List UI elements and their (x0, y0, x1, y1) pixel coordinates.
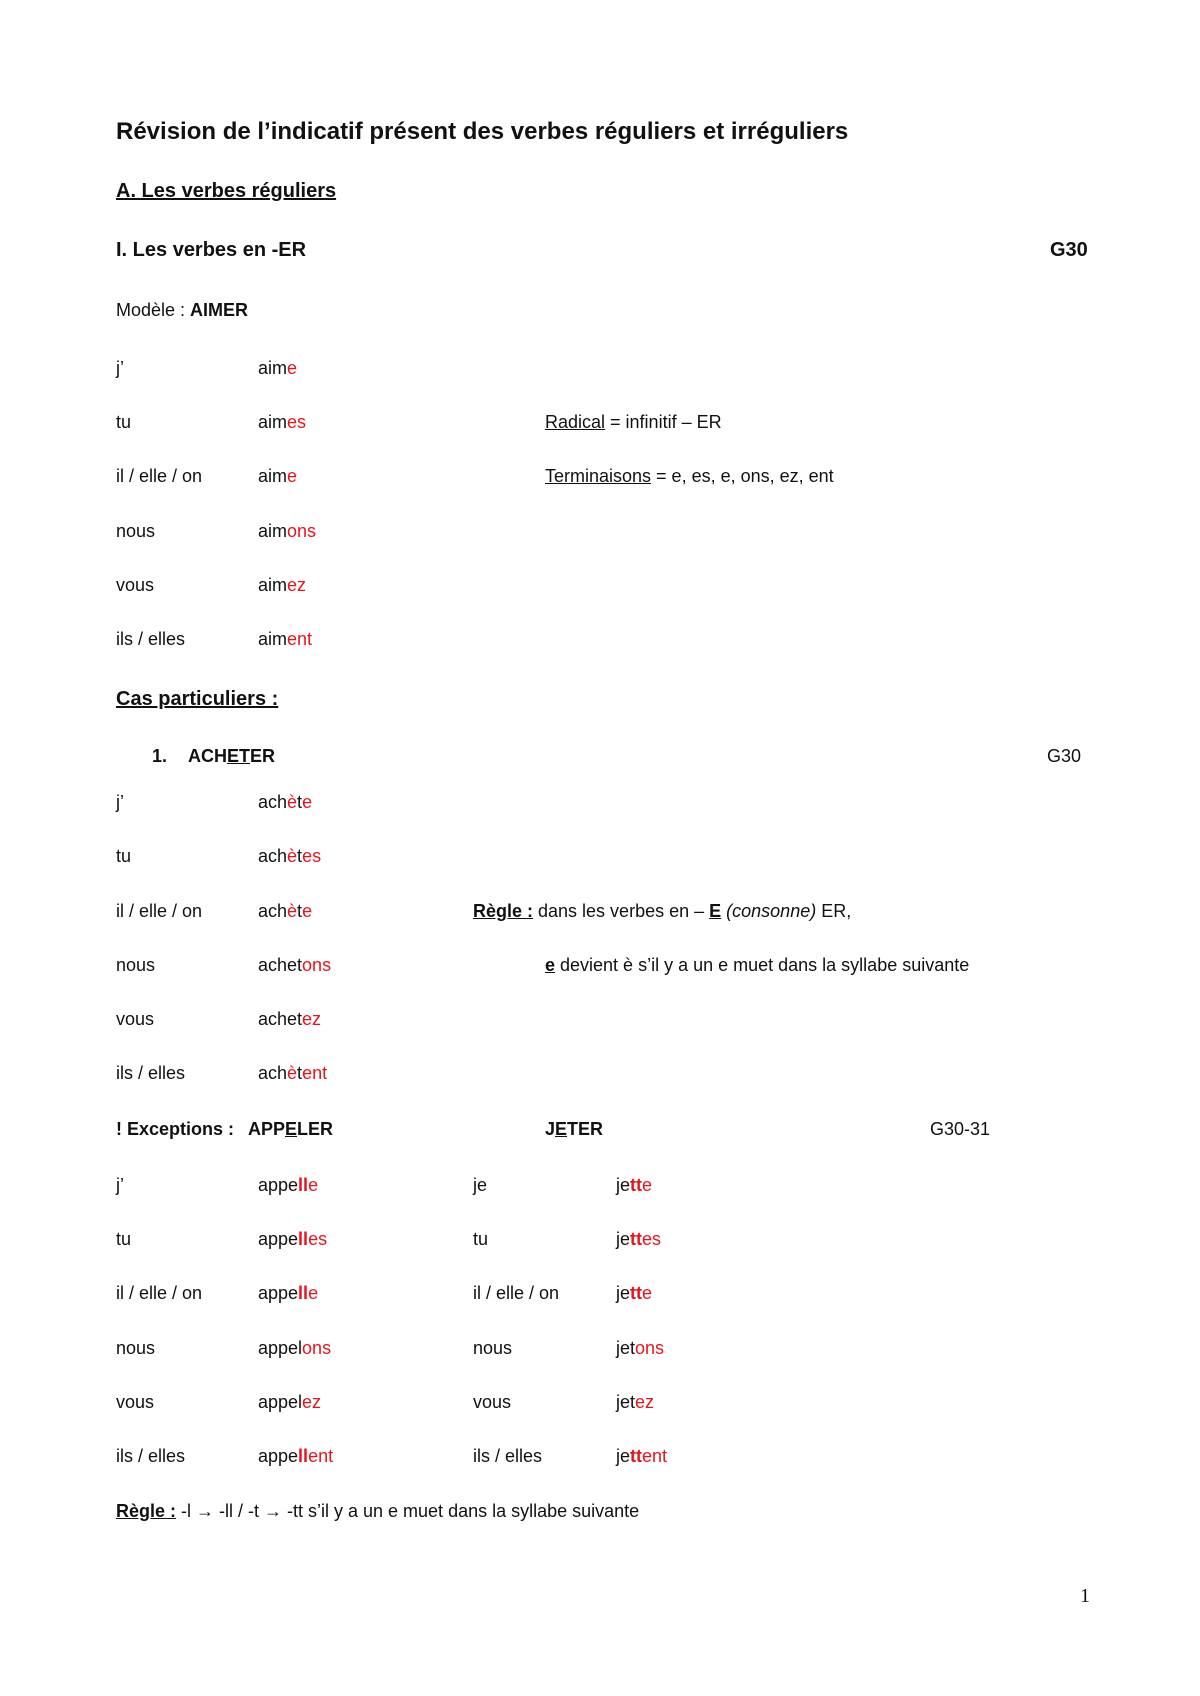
pronoun: il / elle / on (116, 466, 203, 486)
pronoun: il / elle / on (473, 1283, 560, 1303)
pronoun: nous (116, 521, 156, 541)
verb-form: achetons (258, 955, 332, 975)
regle-exceptions: Règle : -l → -ll / -t → -tt s’il y a un e muet dans la syllabe suivante (116, 1501, 640, 1521)
pronoun: ils / elles (116, 629, 186, 649)
section-i-heading: I. Les verbes en -ER (116, 239, 307, 261)
pronoun: ils / elles (473, 1446, 543, 1466)
verb-form: achètent (258, 1063, 328, 1083)
pronoun: il / elle / on (116, 1283, 203, 1303)
pronoun: tu (473, 1229, 489, 1249)
section-i-ref: G30 (1050, 239, 1088, 261)
verb-form: jettent (616, 1446, 668, 1466)
verb-form: jette (616, 1175, 653, 1195)
pronoun: j’ (116, 1175, 124, 1195)
pronoun: vous (116, 1009, 155, 1029)
pronoun: ils / elles (116, 1063, 186, 1083)
pronoun: vous (116, 1392, 155, 1412)
radical-note: Radical = infinitif – ER (545, 412, 722, 432)
pronoun: ils / elles (116, 1446, 186, 1466)
verb-form: aimez (258, 575, 307, 595)
pronoun: nous (116, 1338, 156, 1358)
verb-form: achète (258, 792, 313, 812)
verb-form: appelons (258, 1338, 332, 1358)
pronoun: j’ (116, 792, 124, 812)
pronoun: vous (473, 1392, 512, 1412)
pronoun: nous (473, 1338, 513, 1358)
pronoun: tu (116, 1229, 132, 1249)
exceptions-ref: G30-31 (930, 1119, 991, 1139)
verb-form: achètes (258, 846, 322, 866)
modele-line (116, 300, 248, 321)
verb-form: aime (258, 466, 298, 486)
acheter-number: 1. (152, 746, 168, 766)
pronoun: j’ (116, 358, 124, 378)
verb-form: appelez (258, 1392, 322, 1412)
regle-acheter: Règle : dans les verbes en – E (consonne) ER, (473, 901, 852, 921)
pronoun: je (473, 1175, 488, 1195)
page-title: Révision de l’indicatif présent des verbes réguliers et irréguliers (116, 118, 849, 145)
verb-form: jettes (616, 1229, 662, 1249)
verb-form: aimons (258, 521, 317, 541)
pronoun: tu (116, 846, 132, 866)
verb-form: jetez (616, 1392, 655, 1412)
verb-form: appelle (258, 1175, 319, 1195)
modele-verb: AIMER (190, 300, 249, 320)
acheter-heading: ACHETER (188, 746, 276, 766)
exception-verb-jeter: JETER (545, 1119, 604, 1139)
terminaisons-note: Terminaisons = e, es, e, ons, ez, ent (545, 466, 834, 486)
verb-form: appellent (258, 1446, 334, 1466)
verb-form: appelles (258, 1229, 328, 1249)
cas-particuliers-heading: Cas particuliers : (116, 688, 279, 710)
verb-form: aimes (258, 412, 307, 432)
regle-acheter-line2: e devient è s’il y a un e muet dans la syllabe suivante (545, 955, 970, 975)
pronoun: nous (116, 955, 156, 975)
acheter-ref: G30 (1047, 746, 1082, 766)
pronoun: tu (116, 412, 132, 432)
verb-form: achetez (258, 1009, 322, 1029)
exceptions-label: ! Exceptions : (116, 1119, 235, 1139)
verb-form: achète (258, 901, 313, 921)
section-a-heading: A. Les verbes réguliers (116, 180, 337, 202)
modele-prefix: Modèle : (116, 300, 191, 320)
verb-form: jetons (616, 1338, 665, 1358)
verb-form: jette (616, 1283, 653, 1303)
page-number: 1 (1080, 1585, 1090, 1607)
pronoun: vous (116, 575, 155, 595)
verb-form: aime (258, 358, 298, 378)
pronoun: il / elle / on (116, 901, 203, 921)
exception-verb-appeler: APPELER (248, 1119, 334, 1139)
verb-form: appelle (258, 1283, 319, 1303)
verb-form: aiment (258, 629, 313, 649)
